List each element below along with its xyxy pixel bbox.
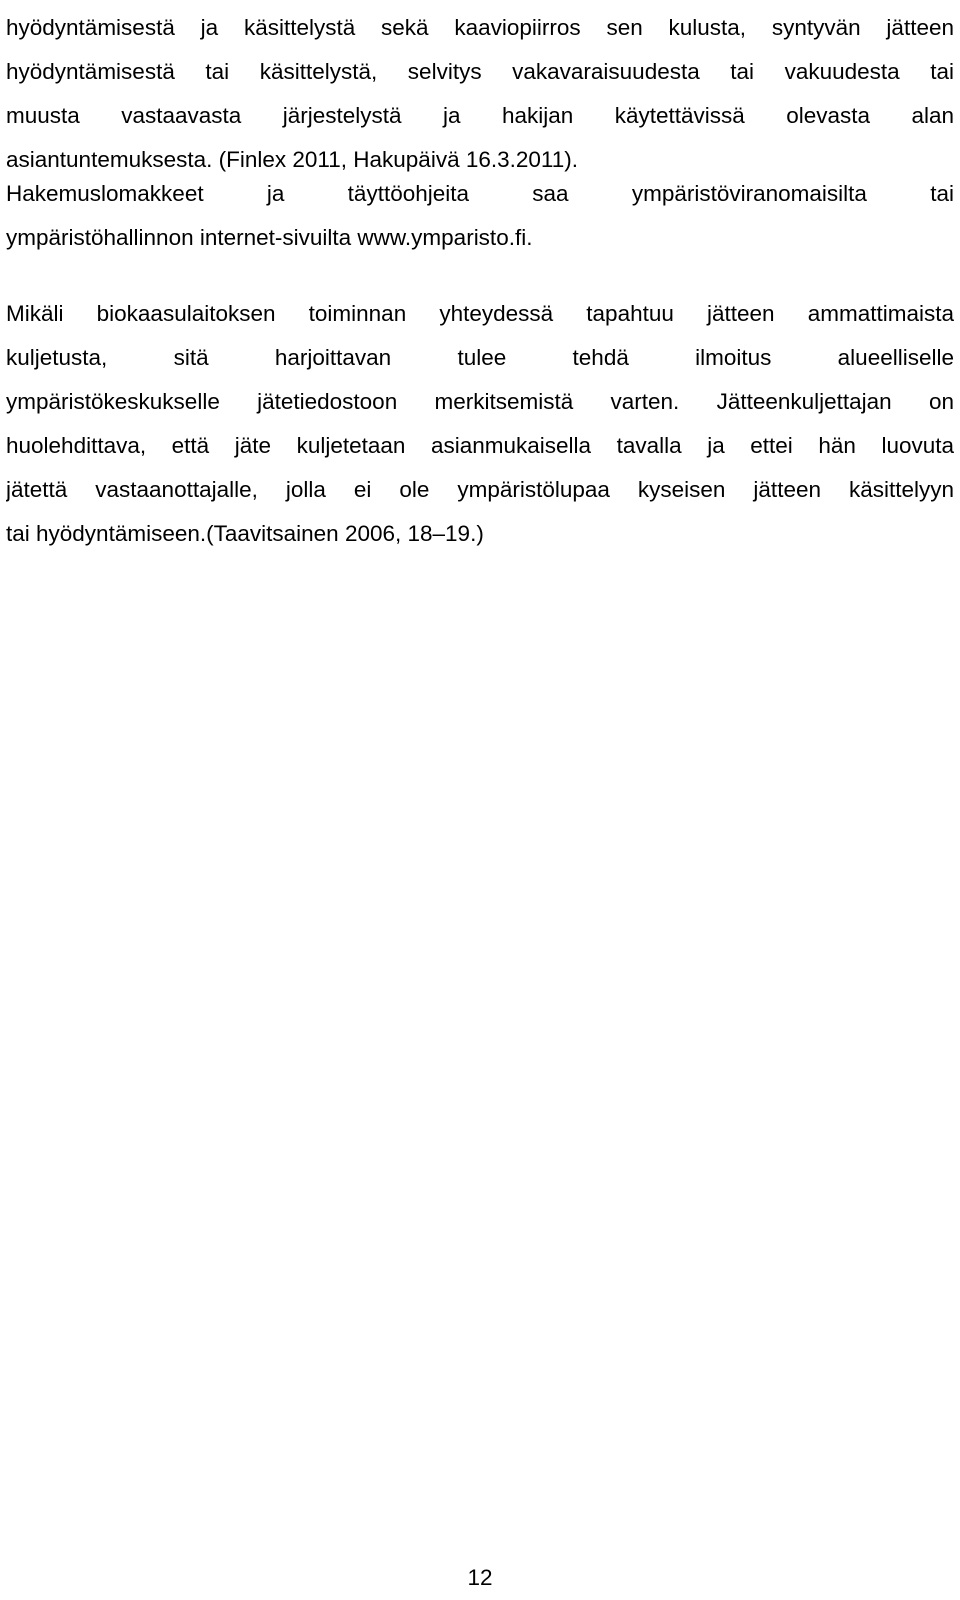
text-line: kuljetusta, sitä harjoittavan tulee tehdä ilmoitus alueelliselle — [6, 345, 954, 370]
text-line: huolehdittava, että jäte kuljetetaan asianmukaisella tavalla ja ettei hän luovuta — [6, 433, 954, 458]
paragraph-waste-transport — [6, 292, 954, 556]
text-line: hyödyntämisestä ja käsittelystä sekä kaaviopiirros sen kulusta, syntyvän jätteen — [6, 15, 954, 40]
text-line: asiantuntemuksesta. (Finlex 2011, Hakupäivä 16.3.2011). — [6, 147, 579, 172]
text-line: ympäristökeskukselle jätetiedostoon merkitsemistä varten. Jätteenkuljettajan on — [6, 389, 954, 414]
text-line: jätettä vastaanottajalle, jolla ei ole ympäristölupaa kyseisen jätteen käsittelyyn — [6, 477, 954, 502]
paragraph-application-contents — [6, 6, 954, 182]
page-number: 12 — [467, 1565, 493, 1590]
text-line: muusta vastaavasta järjestelystä ja hakijan käytettävissä olevasta alan — [6, 103, 954, 128]
text-line: hyödyntämisestä tai käsittelystä, selvitys vakavaraisuudesta tai vakuudesta tai — [6, 59, 954, 84]
text-line: Hakemuslomakkeet ja täyttöohjeita saa ympäristöviranomaisilta tai — [6, 181, 954, 206]
paragraph-application-forms — [6, 172, 954, 260]
text-line: tai hyödyntämiseen.(Taavitsainen 2006, 18–19.) — [6, 521, 484, 546]
text-line: ympäristöhallinnon internet-sivuilta www.ymparisto.fi. — [6, 225, 533, 250]
text-line: Mikäli biokaasulaitoksen toiminnan yhteydessä tapahtuu jätteen ammattimaista — [6, 301, 954, 326]
